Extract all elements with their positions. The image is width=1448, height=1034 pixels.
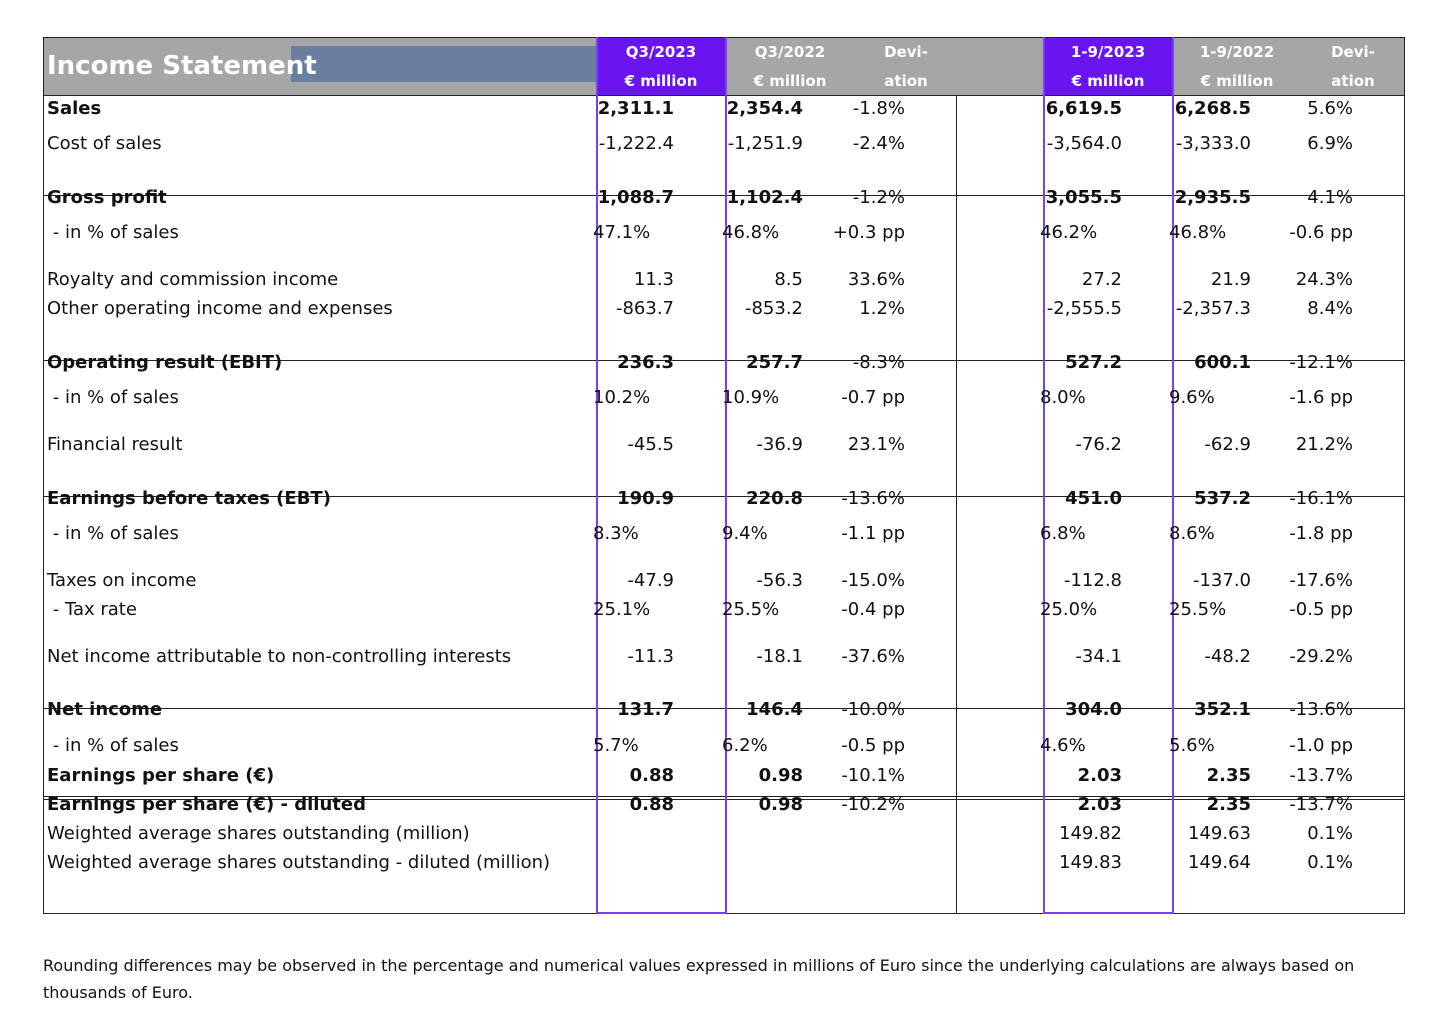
row-value: 131.7 [617, 699, 674, 720]
row-value: 9.6% [1169, 387, 1215, 408]
row-value: -15.0% [841, 570, 905, 591]
title-bar-block [291, 46, 597, 82]
row-value: -3,564.0 [1046, 133, 1122, 154]
row-value: -2.4% [852, 133, 905, 154]
row-value: 146.4 [746, 699, 803, 720]
table-row [43, 644, 1405, 670]
row-value: 3,055.5 [1045, 187, 1122, 208]
table-row [43, 220, 1405, 246]
table-row [43, 597, 1405, 623]
page-title: Income Statement [47, 51, 317, 81]
row-value: -62.9 [1204, 434, 1251, 455]
header-q-deviation-line2: ation [884, 72, 928, 90]
row-value: +0.3 pp [832, 222, 905, 243]
row-value: 6,268.5 [1174, 98, 1251, 119]
row-value: -0.5 pp [1289, 599, 1353, 620]
table-row [43, 486, 1405, 512]
row-value: 352.1 [1194, 699, 1251, 720]
table-row [43, 267, 1405, 293]
row-value: 0.1% [1307, 823, 1353, 844]
row-value: 149.63 [1188, 823, 1251, 844]
table-row [43, 96, 1405, 122]
row-value: 5.7% [593, 735, 639, 756]
header-q-deviation-line1: Devi- [884, 43, 928, 61]
row-value: 451.0 [1065, 488, 1122, 509]
row-value: -0.6 pp [1289, 222, 1353, 243]
row-value: 10.2% [593, 387, 651, 408]
row-value: -37.6% [841, 646, 905, 667]
footnote: Rounding differences may be observed in the percentage and numerical values expressed in millions of Euro since the underlying calculations are always based on thousands of Euro. [43, 956, 1355, 1002]
row-value: 6.2% [722, 735, 768, 756]
row-value: -8.3% [852, 352, 905, 373]
row-label: - in % of sales [47, 387, 179, 408]
row-value: -12.1% [1289, 352, 1353, 373]
row-label: Other operating income and expenses [47, 298, 393, 319]
row-value: -16.1% [1289, 488, 1353, 509]
row-value: 27.2 [1081, 269, 1122, 290]
row-value: -0.4 pp [841, 599, 905, 620]
row-value: 149.83 [1059, 852, 1122, 873]
row-value: -11.3 [627, 646, 674, 667]
row-value: -13.7% [1289, 794, 1353, 815]
table-row [43, 432, 1405, 458]
row-value: 4.1% [1307, 187, 1353, 208]
row-value: 47.1% [593, 222, 651, 243]
row-value: 149.64 [1188, 852, 1251, 873]
header-q3-2022-period: Q3/2022 [754, 43, 826, 61]
row-label: Earnings before taxes (EBT) [47, 488, 331, 509]
row-value: 190.9 [617, 488, 674, 509]
row-value: -1.0 pp [1289, 735, 1353, 756]
row-value: 1.2% [859, 298, 905, 319]
row-value: 8.3% [593, 523, 639, 544]
header-ytd-2023-unit: € million [1071, 72, 1145, 90]
row-value: 6.9% [1307, 133, 1353, 154]
row-label: Sales [47, 98, 102, 119]
row-value: 24.3% [1295, 269, 1353, 290]
row-value: 304.0 [1065, 699, 1122, 720]
row-value: 5.6% [1169, 735, 1215, 756]
row-value: -13.6% [1289, 699, 1353, 720]
row-label: Taxes on income [47, 570, 197, 591]
table-row [43, 697, 1405, 723]
table-row [43, 350, 1405, 376]
row-label: Weighted average shares outstanding (million) [47, 823, 470, 844]
table-row [43, 821, 1405, 847]
table-row [43, 733, 1405, 759]
table-row [43, 131, 1405, 157]
row-value: -56.3 [756, 570, 803, 591]
table-header [43, 37, 1405, 95]
row-value: 2,935.5 [1174, 187, 1251, 208]
row-value: -2,357.3 [1175, 298, 1251, 319]
row-value: 25.5% [1169, 599, 1227, 620]
row-value: -10.0% [841, 699, 905, 720]
table-row [43, 521, 1405, 547]
table-row [43, 763, 1405, 789]
row-value: 33.6% [847, 269, 905, 290]
row-value: 6,619.5 [1045, 98, 1122, 119]
row-label: - in % of sales [47, 735, 179, 756]
row-value: -18.1 [756, 646, 803, 667]
row-value: 10.9% [722, 387, 780, 408]
row-value: -10.2% [841, 794, 905, 815]
row-label: - in % of sales [47, 222, 179, 243]
row-label: Earnings per share (€) [47, 765, 275, 786]
row-value: 600.1 [1194, 352, 1251, 373]
table-row [43, 296, 1405, 322]
row-value: -0.5 pp [841, 735, 905, 756]
row-value: 21.2% [1295, 434, 1353, 455]
row-value: 25.1% [593, 599, 651, 620]
row-value: -13.6% [841, 488, 905, 509]
row-value: -0.7 pp [841, 387, 905, 408]
row-label: Net income attributable to non-controlling interests [47, 646, 512, 667]
row-value: 2.03 [1077, 765, 1122, 786]
header-q3-2023-unit: € million [624, 72, 698, 90]
row-value: 0.88 [629, 765, 674, 786]
row-value: 11.3 [633, 269, 674, 290]
row-label: - Tax rate [47, 599, 137, 620]
row-value: 46.8% [1169, 222, 1227, 243]
row-value: 236.3 [617, 352, 674, 373]
header-ytd-2023-period: 1-9/2023 [1070, 43, 1146, 61]
row-value: 257.7 [746, 352, 803, 373]
row-value: -863.7 [615, 298, 674, 319]
header-q3-2023-period: Q3/2023 [625, 43, 697, 61]
row-value: -112.8 [1063, 570, 1122, 591]
row-value: 2,354.4 [726, 98, 803, 119]
row-label: Earnings per share (€) - diluted [47, 794, 366, 815]
row-label: Operating result (EBIT) [47, 352, 283, 373]
row-value: 9.4% [722, 523, 768, 544]
header-ytd-deviation-line2: ation [1331, 72, 1375, 90]
row-value: -137.0 [1192, 570, 1251, 591]
row-value: 8.4% [1307, 298, 1353, 319]
row-value: 2.03 [1077, 794, 1122, 815]
row-value: 0.1% [1307, 852, 1353, 873]
row-value: -13.7% [1289, 765, 1353, 786]
row-value: 2,311.1 [597, 98, 674, 119]
row-value: -36.9 [756, 434, 803, 455]
row-value: 8.0% [1040, 387, 1086, 408]
row-value: -2,555.5 [1046, 298, 1122, 319]
row-value: 537.2 [1194, 488, 1251, 509]
header-q3-2022-unit: € million [753, 72, 827, 90]
row-label: Royalty and commission income [47, 269, 339, 290]
row-label: - in % of sales [47, 523, 179, 544]
table-row [43, 792, 1405, 818]
row-value: -1.2% [852, 187, 905, 208]
header-ytd-2022-unit: € million [1200, 72, 1274, 90]
row-value: -1,222.4 [598, 133, 674, 154]
row-value: 0.88 [629, 794, 674, 815]
row-value: 1,088.7 [597, 187, 674, 208]
row-value: -1.8 pp [1289, 523, 1353, 544]
row-value: 21.9 [1210, 269, 1251, 290]
row-value: 25.5% [722, 599, 780, 620]
row-value: 0.98 [758, 765, 803, 786]
row-value: -1.6 pp [1289, 387, 1353, 408]
table-border-top [43, 37, 1405, 38]
row-label: Net income [47, 699, 163, 720]
header-ytd-2022-period: 1-9/2022 [1199, 43, 1275, 61]
row-value: 6.8% [1040, 523, 1086, 544]
ytd-2023-column-border-bottom [1043, 912, 1174, 914]
row-value: 4.6% [1040, 735, 1086, 756]
row-value: -76.2 [1075, 434, 1122, 455]
row-value: 527.2 [1065, 352, 1122, 373]
row-value: -17.6% [1289, 570, 1353, 591]
row-value: 46.2% [1040, 222, 1098, 243]
row-value: 2.35 [1206, 765, 1251, 786]
row-value: 1,102.4 [726, 187, 803, 208]
row-value: -47.9 [627, 570, 674, 591]
row-value: -29.2% [1289, 646, 1353, 667]
table-row [43, 385, 1405, 411]
row-value: 220.8 [746, 488, 803, 509]
row-value: -45.5 [627, 434, 674, 455]
table-row [43, 568, 1405, 594]
row-value: 25.0% [1040, 599, 1098, 620]
row-value: 23.1% [847, 434, 905, 455]
row-label: Weighted average shares outstanding - diluted (million) [47, 852, 551, 873]
row-value: 2.35 [1206, 794, 1251, 815]
row-value: -34.1 [1075, 646, 1122, 667]
row-value: -3,333.0 [1175, 133, 1251, 154]
table-row [43, 185, 1405, 211]
row-label: Cost of sales [47, 133, 162, 154]
q3-2023-column-border-bottom [596, 912, 727, 914]
row-value: 149.82 [1059, 823, 1122, 844]
row-value: -10.1% [841, 765, 905, 786]
row-label: Gross profit [47, 187, 167, 208]
row-value: -48.2 [1204, 646, 1251, 667]
row-label: Financial result [47, 434, 183, 455]
row-value: 46.8% [722, 222, 780, 243]
row-value: 0.98 [758, 794, 803, 815]
header-ytd-deviation-line1: Devi- [1331, 43, 1375, 61]
row-value: -1,251.9 [727, 133, 803, 154]
row-value: -1.1 pp [841, 523, 905, 544]
row-value: -853.2 [744, 298, 803, 319]
row-value: 8.5 [774, 269, 803, 290]
income-statement-table [43, 37, 1405, 914]
table-row [43, 850, 1405, 876]
row-value: 5.6% [1307, 98, 1353, 119]
row-value: -1.8% [852, 98, 905, 119]
row-value: 8.6% [1169, 523, 1215, 544]
